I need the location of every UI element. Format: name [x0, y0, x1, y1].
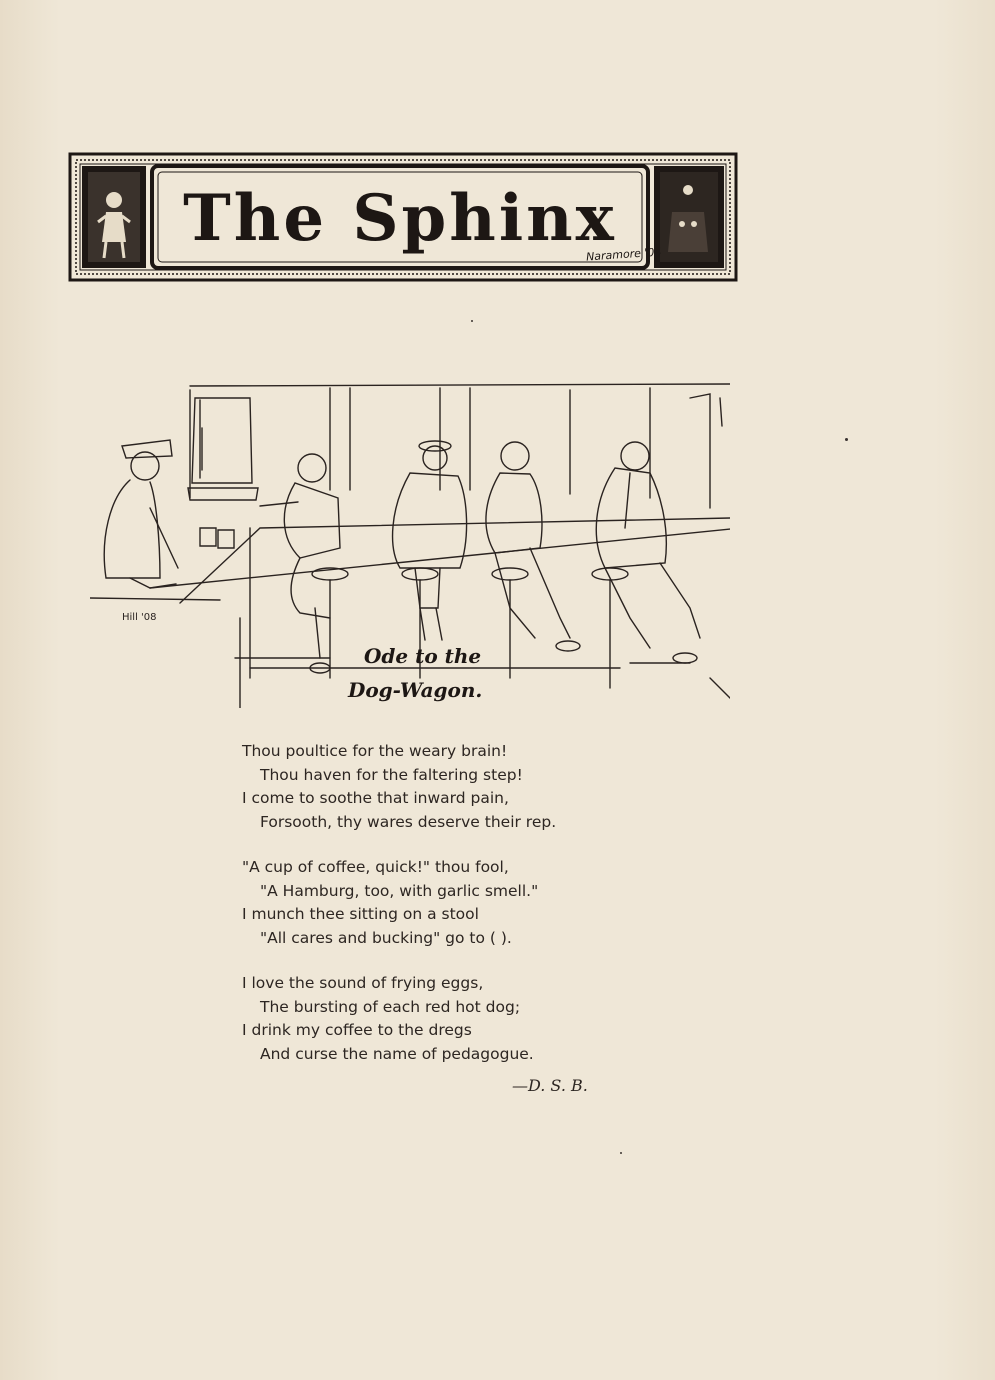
- poem-line: "All cares and bucking" go to ( ).: [260, 928, 512, 947]
- poem-line: I love the sound of frying eggs,: [242, 974, 484, 992]
- paper-speck: [845, 438, 848, 441]
- poem-line: "A Hamburg, too, with garlic smell.": [260, 881, 539, 900]
- poem-line: Thou haven for the faltering step!: [260, 765, 523, 784]
- poem-line: Thou poultice for the weary brain!: [242, 742, 508, 760]
- stanza-3: [242, 972, 682, 1066]
- poem-attribution: —D. S. B.: [512, 1076, 588, 1095]
- poem-line: The bursting of each red hot dog;: [260, 997, 521, 1016]
- paper-speck: [471, 320, 473, 322]
- poem: [242, 740, 682, 1088]
- poem-line: I munch thee sitting on a stool: [242, 905, 479, 923]
- stanza-2: [242, 856, 682, 950]
- poem-line: I come to soothe that inward pain,: [242, 789, 509, 807]
- poem-line: "A cup of coffee, quick!" thou fool,: [242, 858, 509, 876]
- illustration-artist-signature: Hill '08: [122, 612, 157, 623]
- poem-line: Forsooth, thy wares deserve their rep.: [260, 812, 557, 831]
- poem-line: I drink my coffee to the dregs: [242, 1021, 472, 1039]
- illustration-caption-line1: Ode to the: [364, 644, 482, 668]
- masthead-title: The Sphinx: [183, 180, 617, 256]
- paper-speck: [620, 1152, 622, 1154]
- illustration-caption-line2: Dog-Wagon.: [348, 678, 483, 702]
- masthead-artist-signature: Naramore '04: [585, 245, 662, 264]
- stanza-1: [242, 740, 682, 834]
- poem-line: And curse the name of pedagogue.: [260, 1044, 534, 1063]
